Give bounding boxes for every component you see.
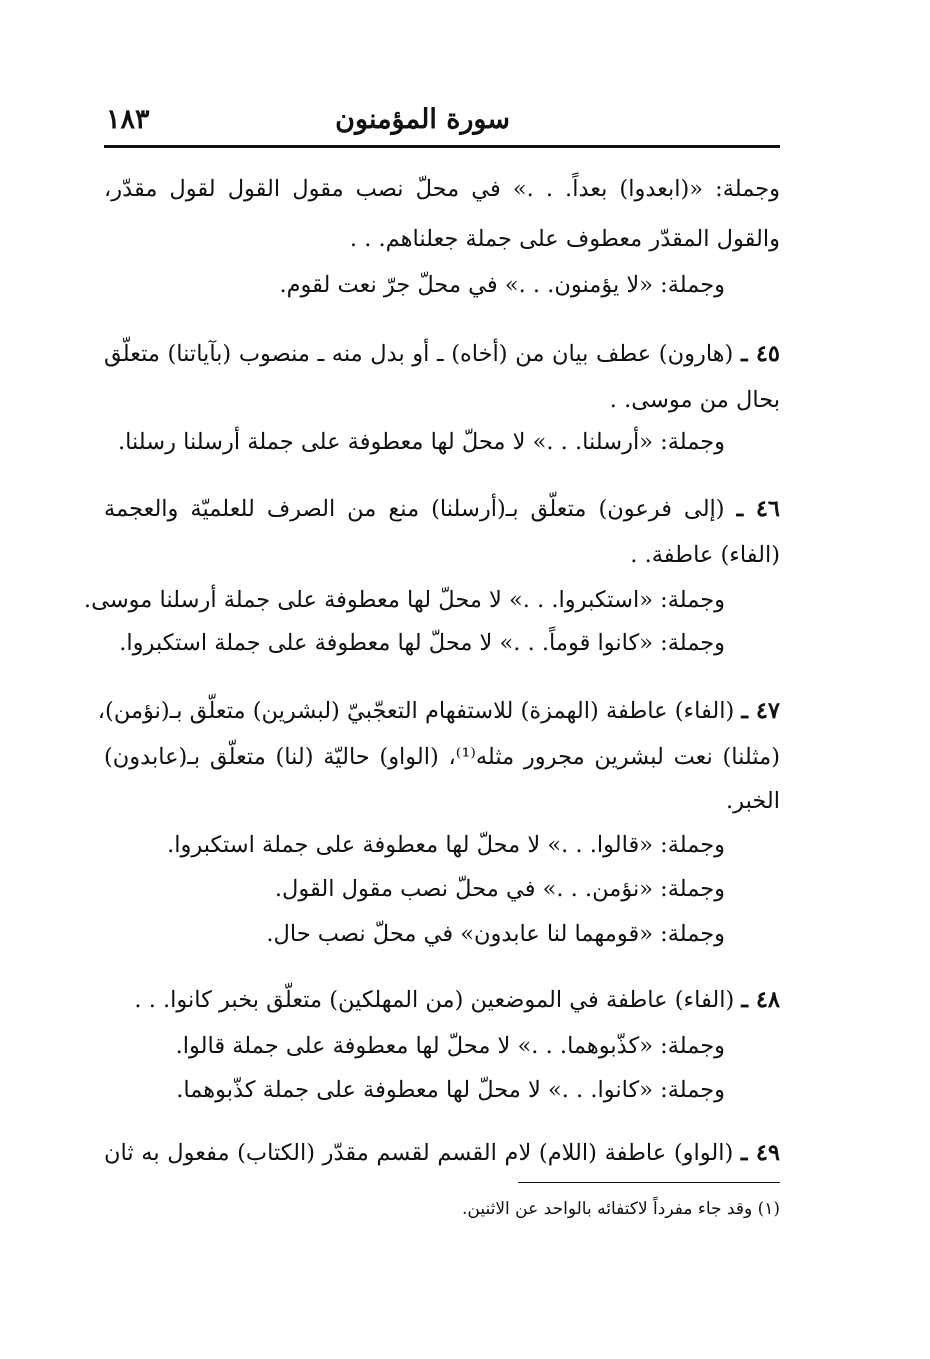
verse-number: ٤٨ ـ: [741, 987, 780, 1013]
page-title: سورة المؤمنون: [335, 104, 510, 135]
text-line: (هارون) عطف بيان من (أخاه) ـ أو بدل منه ـ منصوب (بآياتنا) متعلّق: [104, 341, 734, 367]
text-line: وجملة: «قالوا. . .» لا محلّ لها معطوفة على جملة استكبروا.: [167, 832, 725, 858]
page-header: [104, 100, 780, 144]
text-line: وجملة: «(ابعدوا) بعداً. . .» في محلّ نصب مقول القول لقول مقدّر،: [104, 176, 780, 202]
text-line: والقول المقدّر معطوف على جملة جعلناهم. . .: [349, 226, 780, 252]
text-line: وجملة: «كذّبوهما. . .» لا محلّ لها معطوفة على جملة قالوا.: [175, 1033, 725, 1059]
text-line: بحال من موسى. .: [609, 387, 780, 413]
text-line: وجملة: «لا يؤمنون. . .» في محلّ جرّ نعت لقوم.: [279, 272, 725, 298]
verse-paragraph-47: [97, 694, 780, 728]
text-line: (الفاء) عاطفة. .: [630, 542, 780, 568]
verse-paragraph-46: [104, 492, 780, 526]
text-line: وجملة: «قومهما لنا عابدون» في محلّ نصب حال.: [266, 921, 725, 947]
text-line: وجملة: «أرسلنا. . .» لا محلّ لها معطوفة على جملة أرسلنا رسلنا.: [117, 429, 725, 455]
verse-number: ٤٩ ـ: [740, 1140, 780, 1166]
footnote-divider: [518, 1182, 780, 1183]
text-line: (إلى فرعون) متعلّق بـ(أرسلنا) منع من الصرف للعلميّة والعجمة: [104, 496, 725, 522]
text-line: (الفاء) عاطفة في الموضعين (من المهلكين) متعلّق بخبر كانوا. . .: [134, 987, 735, 1013]
verse-paragraph-45: [104, 337, 780, 371]
text-line: وجملة: «كانوا. . .» لا محلّ لها معطوفة على جملة كذّبوهما.: [176, 1077, 725, 1103]
text-line: الخبر.: [726, 788, 780, 814]
verse-number: ٤٧ ـ: [741, 698, 780, 724]
verse-number: ٤٥ ـ: [740, 341, 780, 367]
verse-paragraph-49: [104, 1136, 780, 1170]
header-divider: [104, 145, 780, 148]
text-line: وجملة: «كانوا قوماً. . .» لا محلّ لها معطوفة على جملة استكبروا.: [119, 630, 725, 656]
footnote: (١) وقد جاء مفرداً لاكتفائه بالواحد عن الاثنين.: [462, 1199, 780, 1219]
text-line: وجملة: «استكبروا. . .» لا محلّ لها معطوفة على جملة أرسلنا موسى.: [83, 587, 725, 613]
text-line: (مثلنا) نعت لبشرين مجرور مثله⁽¹⁾، (الواو) حاليّة (لنا) متعلّق بـ(عابدون): [104, 744, 780, 770]
text-line: وجملة: «نؤمن. . .» في محلّ نصب مقول القول.: [274, 876, 725, 902]
page-number: ١٨٣: [106, 104, 150, 135]
verse-number: ٤٦ ـ: [736, 496, 780, 522]
verse-paragraph-48: [134, 983, 780, 1017]
text-line: (الفاء) عاطفة (الهمزة) للاستفهام التعجّبيّ (لبشرين) متعلّق بـ(نؤمن)،: [97, 698, 735, 724]
text-line: (الواو) عاطفة (اللام) لام القسم لقسم مقدّر (الكتاب) مفعول به ثان: [104, 1140, 734, 1166]
